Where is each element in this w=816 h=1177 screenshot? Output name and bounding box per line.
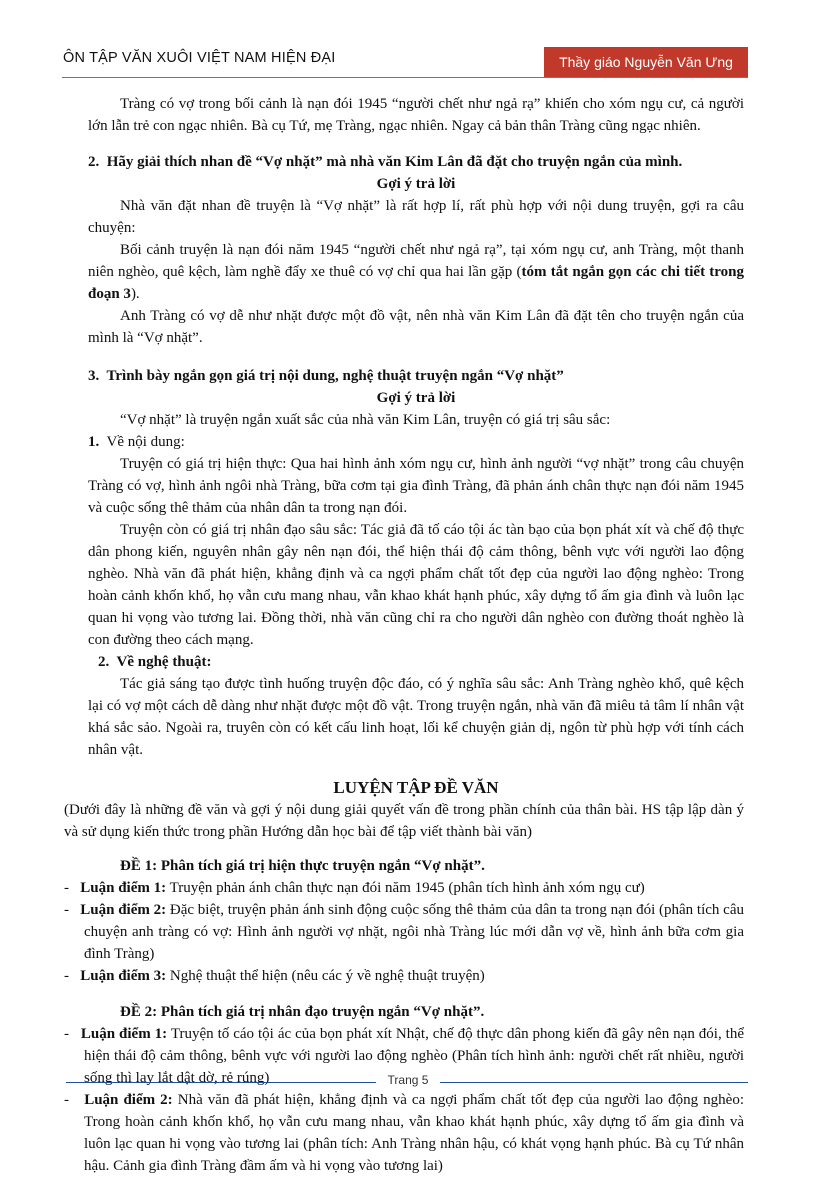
de1-point-1: - Luận điểm 1: Truyện phản ánh chân thực nạn đói năm 1945 (phân tích hình ảnh xóm ngụ cư) xyxy=(64,880,645,896)
question-2-paragraph-1: Nhà văn đặt nhan đề truyện là “Vợ nhặt” là rất hợp lí, rất phù hợp với nội dung truyện, gợi ra câu chuyện: xyxy=(88,198,744,236)
de1-point-2-text: Đặc biệt, truyện phản ánh sinh động cuộc sống thê thảm của dân ta trong nạn đói (phân tích câu chuyện anh tràng có vợ: Hình ảnh người vợ nhặt, ngôi nhà Tràng lúc mới dẫn vợ về, hình ảnh bữa cơm gia đình Tràng) xyxy=(84,902,744,962)
question-3-text: Trình bày ngắn gọn giá trị nội dung, nghệ thuật truyện ngắn “Vợ nhặt” xyxy=(106,368,564,384)
question-2-paragraph-2 xyxy=(88,239,744,305)
practice-title: LUYỆN TẬP ĐỀ VĂN xyxy=(333,778,499,797)
question-3-hint: Gợi ý trả lời xyxy=(376,390,456,406)
question-3-paragraph-1: “Vợ nhặt” là truyện ngắn xuất sắc của nhà văn Kim Lân, truyện có giá trị sâu sắc: xyxy=(120,412,611,428)
de2-title: ĐỀ 2: Phân tích giá trị nhân đạo truyện ngắn “Vợ nhặt”. xyxy=(120,1004,485,1020)
page-number: Trang 5 xyxy=(387,1073,429,1087)
realistic-value-paragraph: Truyện có giá trị hiện thực: Qua hai hình ảnh xóm ngụ cư, hình ảnh người “vợ nhặt” trong câu chuyện Tràng có vợ, hình ảnh ngôi nhà Tràng, bữa cơm tại gia đình Tràng, đã phản ánh chân thực nạn đói năm 1945 và cuộc sống thê thảm của nhân dân ta trong nạn đói. xyxy=(88,456,744,516)
de2-point-1: - Luận điểm 1: Truyện tố cáo tội ác của bọn phát xít Nhật, chế độ thực dân phong kiến đã gây nên nạn đói, thể hiện thái độ cảm thông, bênh vực với người lao động nghèo (Phân tích hình ảnh: người chết rất nhiều, người sống thì lay lắt dật dờ, rẻ rúng) xyxy=(64,1026,744,1086)
de1-point-1-text: Truyện phản ánh chân thực nạn đói năm 1945 (phân tích hình ảnh xóm ngụ cư) xyxy=(166,880,645,896)
header-author-badge: Thầy giáo Nguyễn Văn Ưng xyxy=(544,47,748,77)
footer-line-right xyxy=(440,1082,748,1083)
sub2-number: 2. xyxy=(98,654,110,670)
question-3-number: 3. xyxy=(88,368,100,384)
de2-point-1-text: Truyện tố cáo tội ác của bọn phát xít Nhật, chế độ thực dân phong kiến đã gây nên nạn đói, thể hiện thái độ cảm thông, bênh vực với người lao động nghèo (Phân tích hình ảnh: người chết rất nhiều, người sống thì lay lắt dật dờ, rẻ rúng) xyxy=(84,1026,744,1086)
practice-note: (Dưới đây là những đề văn và gợi ý nội dung giải quyết vấn đề trong phần chính của thân bài. HS tập lập dàn ý và sử dụng kiến thức trong phần Hướng dẫn học bài để tập viết thành bài văn) xyxy=(64,802,744,840)
art-value-paragraph: Tác giả sáng tạo được tình huống truyện độc đáo, có ý nghĩa sâu sắc: Anh Tràng nghèo khổ, quê kệch lại có vợ một cách dễ dàng như nhặt được một đồ vật. Trong truyện ngắn, nhà văn đã miêu tả tâm lí nhân vật khá sắc sảo. Ngoài ra, truyên còn có kết cấu linh hoạt, lối kể chuyện giản dị, ngôn từ phù hợp với tính cách nhân vật. xyxy=(88,676,744,758)
question-2-title xyxy=(88,151,744,173)
intro-paragraph: Tràng có vợ trong bối cảnh là nạn đói 1945 “người chết như ngả rạ” khiến cho xóm ngụ cư, cả người lớn lẫn trẻ con ngạc nhiên. Bà cụ Tứ, mẹ Tràng, ngạc nhiên. Ngay cả bản thân Tràng cũng ngạc nhiên. xyxy=(88,96,744,134)
question-2-number: 2. xyxy=(88,154,100,170)
q2-p2-end: ). xyxy=(130,286,140,302)
sub1-label: Về nội dung: xyxy=(106,434,185,450)
sub2-label: Về nghệ thuật: xyxy=(116,654,212,670)
header-divider xyxy=(62,77,748,78)
footer-line-left xyxy=(66,1082,376,1083)
content-value-heading xyxy=(88,431,744,453)
de1-point-3: - Luận điểm 3: Nghệ thuật thể hiện (nêu các ý về nghệ thuật truyện) xyxy=(64,968,485,984)
de1-point-1-label: Luận điểm 1: xyxy=(80,880,167,896)
question-2-paragraph-3: Anh Tràng có vợ dễ như nhặt được một đồ vật, nên nhà văn Kim Lân đã đặt tên cho truyện ngắn của mình là “Vợ nhặt”. xyxy=(88,308,744,346)
q2-p2-bold: tóm tắt ngắn gọn các chi tiết trong đoạn 3 xyxy=(88,264,745,302)
de1-point-2: - Luận điểm 2: Đặc biệt, truyện phản ánh sinh động cuộc sống thê thảm của dân ta trong nạn đói (phân tích câu chuyện anh tràng có vợ: Hình ảnh người vợ nhặt, ngôi nhà Tràng lúc mới dẫn vợ về, hình ảnh bữa cơm gia đình Tràng) xyxy=(64,902,744,962)
document-body xyxy=(64,93,745,1177)
sub1-number: 1. xyxy=(88,434,100,450)
de2-point-2-text: Nhà văn đã phát hiện, khẳng định và ca ngợi phẩm chất tốt đẹp của người lao động nghèo: Trong hoàn cảnh khốn khổ, họ vẫn cưu mang nhau, vẫn khao khát hạnh phúc, xây dựng tổ ấm gia đình và luôn lạc quan hi vọng vào tương lai (phân tích: Anh Tràng nhân hậu, có khát vọng hạnh phúc. Bà cụ Tứ nhân hậu. Cảnh gia đình Tràng đầm ấm và hi vọng vào tương lai) xyxy=(84,1092,744,1174)
question-2-hint: Gợi ý trả lời xyxy=(376,176,456,192)
de2-point-2-label: Luận điểm 2: xyxy=(84,1092,173,1108)
de2-point-2: - Luận điểm 2: Nhà văn đã phát hiện, khẳng định và ca ngợi phẩm chất tốt đẹp của người lao động nghèo: Trong hoàn cảnh khốn khổ, họ vẫn cưu mang nhau, vẫn khao khát hạnh phúc, xây dựng tổ ấm gia đình và luôn lạc quan hi vọng vào tương lai (phân tích: Anh Tràng nhân hậu, có khát vọng hạnh phúc. Bà cụ Tứ nhân hậu. Cảnh gia đình Tràng đầm ấm và hi vọng vào tương lai) xyxy=(64,1092,744,1174)
de1-title: ĐỀ 1: Phân tích giá trị hiện thực truyện ngắn “Vợ nhặt”. xyxy=(120,858,485,874)
de2-point-1-label: Luận điểm 1: xyxy=(80,1026,168,1042)
q2-p2-text: Bối cảnh truyện là nạn đói năm 1945 “người chết như ngả rạ”, tại xóm ngụ cư, anh Tràng, một thanh niên nghèo, quê kệch, làm nghề đẩy xe thuê có vợ chỉ qua hai lần gặp ( xyxy=(88,242,744,280)
header-title: ÔN TẬP VĂN XUÔI VIỆT NAM HIỆN ĐẠI xyxy=(63,50,336,66)
de1-point-2-label: Luận điểm 2: xyxy=(80,902,167,918)
art-value-heading xyxy=(88,651,744,673)
humanitarian-value-paragraph: Truyện còn có giá trị nhân đạo sâu sắc: Tác giả đã tố cáo tội ác tàn bạo của bọn phát xít và chế độ thực dân phong kiến, nguyên nhân gây nên nạn đói, thể hiện thái độ cảm thông, bênh vực với người lao động nghèo. Nhà văn đã phát hiện, khẳng định và ca ngợi phẩm chất tốt đẹp của người lao động nghèo: Trong hoàn cảnh khốn khổ, họ vẫn cưu mang nhau, vẫn khao khát hạnh phúc, xây dựng tổ ấm gia đình và luôn lạc quan hi vọng vào tương lai. Đồng thời, nhà văn cũng chỉ ra cho người dân nghèo con đường thoát nghèo là con đường theo cách mạng. xyxy=(88,522,744,648)
de1-point-3-text: Nghệ thuật thể hiện (nêu các ý về nghệ thuật truyện) xyxy=(166,968,485,984)
question-2-text: Hãy giải thích nhan đề “Vợ nhặt” mà nhà văn Kim Lân đã đặt cho truyện ngắn của mình. xyxy=(106,154,683,170)
de1-point-3-label: Luận điểm 3: xyxy=(80,968,167,984)
question-3-title xyxy=(88,365,744,387)
